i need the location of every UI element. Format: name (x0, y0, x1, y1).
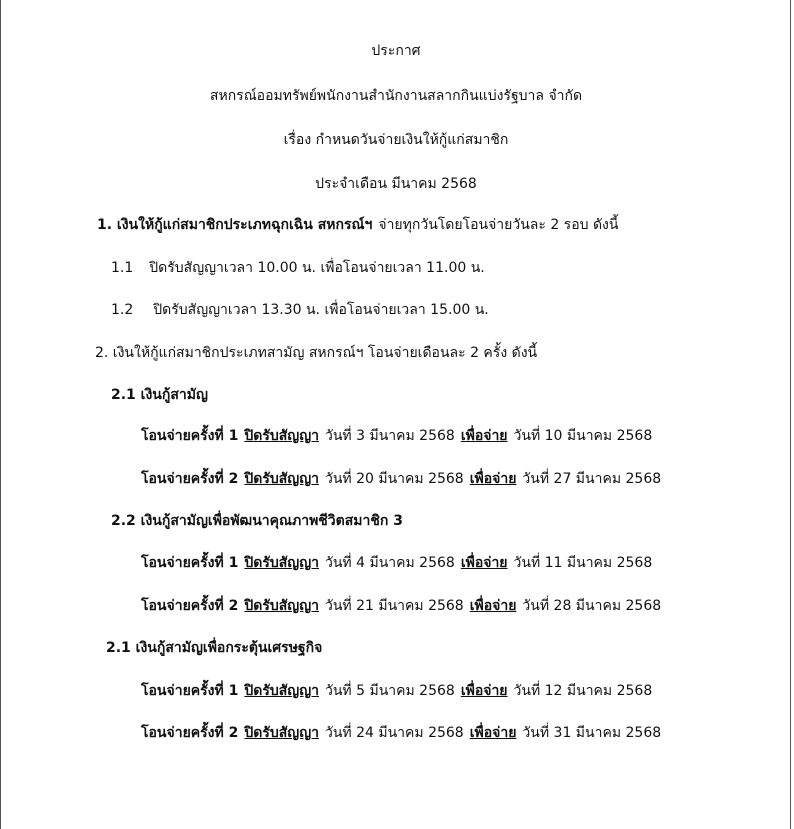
pay-date: วันที่ 11 มีนาคม 2568 (513, 555, 653, 571)
close-label: ปิดรับสัญญา (244, 683, 319, 699)
subsection-title: 2.1 เงินกู้สามัญ (111, 387, 208, 403)
schedule-row (141, 681, 652, 701)
pay-date: วันที่ 27 มีนาคม 2568 (522, 471, 662, 487)
round-text: ปิดรับสัญญาเวลา 10.00 น. เพื่อโอนจ่ายเวลา 11.00 น. (149, 260, 485, 276)
section1-round-1 (111, 258, 485, 278)
announcement-heading: ประกาศ (371, 43, 421, 59)
pay-label: เพื่อจ่าย (469, 471, 517, 487)
close-date: วันที่ 24 มีนาคม 2568 (325, 725, 464, 741)
round-text: ปิดรับสัญญาเวลา 13.30 น. เพื่อโอนจ่ายเวลา 15.00 น. (153, 302, 489, 318)
close-label: ปิดรับสัญญา (244, 725, 319, 741)
subsection-title: 2.1 เงินกู้สามัญเพื่อกระตุ้นเศรษฐกิจ (106, 640, 323, 656)
pay-date: วันที่ 10 มีนาคม 2568 (513, 428, 653, 444)
round-number: 1.1 (111, 260, 134, 276)
section1-round-2 (111, 300, 489, 320)
close-label: ปิดรับสัญญา (244, 598, 319, 614)
pay-date: วันที่ 12 มีนาคม 2568 (513, 683, 653, 699)
close-date: วันที่ 21 มีนาคม 2568 (325, 598, 464, 614)
pay-date: วันที่ 31 มีนาคม 2568 (522, 725, 662, 741)
schedule-row (141, 553, 652, 573)
round-label: โอนจ่ายครั้งที่ 2 (141, 598, 239, 614)
close-date: วันที่ 4 มีนาคม 2568 (325, 555, 455, 571)
organization-name: สหกรณ์ออมทรัพย์พนักงานสำนักงานสลากกินแบ่งรัฐบาล จำกัด (209, 88, 583, 104)
section1-description: จ่ายทุกวันโดยโอนจ่ายวันละ 2 รอบ ดังนี้ (378, 217, 619, 233)
period-line: ประจำเดือน มีนาคม 2568 (315, 176, 477, 192)
round-label: โอนจ่ายครั้งที่ 2 (141, 725, 239, 741)
subject-line: เรื่อง กำหนดวันจ่ายเงินให้กู้แก่สมาชิก (283, 132, 509, 148)
close-label: ปิดรับสัญญา (244, 428, 319, 444)
section2-heading: 2. เงินให้กู้แก่สมาชิกประเภทสามัญ สหกรณ์ฯ โอนจ่ายเดือนละ 2 ครั้ง ดังนี้ (95, 345, 538, 361)
section1-title: 1. เงินให้กู้แก่สมาชิกประเภทฉุกเฉิน สหกรณ์ฯ (97, 217, 373, 233)
pay-label: เพื่อจ่าย (460, 555, 508, 571)
pay-date: วันที่ 28 มีนาคม 2568 (522, 598, 662, 614)
close-date: วันที่ 5 มีนาคม 2568 (325, 683, 455, 699)
pay-label: เพื่อจ่าย (460, 683, 508, 699)
close-date: วันที่ 3 มีนาคม 2568 (325, 428, 455, 444)
round-number: 1.2 (111, 302, 134, 318)
section1-heading (97, 215, 618, 235)
schedule-row (141, 469, 661, 489)
schedule-row (141, 426, 652, 446)
pay-label: เพื่อจ่าย (469, 598, 517, 614)
subsection-title: 2.2 เงินกู้สามัญเพื่อพัฒนาคุณภาพชีวิตสมาชิก 3 (111, 513, 403, 529)
round-label: โอนจ่ายครั้งที่ 1 (141, 428, 239, 444)
schedule-row (141, 723, 661, 743)
round-label: โอนจ่ายครั้งที่ 2 (141, 471, 239, 487)
close-label: ปิดรับสัญญา (244, 471, 319, 487)
round-label: โอนจ่ายครั้งที่ 1 (141, 683, 239, 699)
round-label: โอนจ่ายครั้งที่ 1 (141, 555, 239, 571)
close-date: วันที่ 20 มีนาคม 2568 (325, 471, 464, 487)
close-label: ปิดรับสัญญา (244, 555, 319, 571)
schedule-row (141, 596, 661, 616)
pay-label: เพื่อจ่าย (460, 428, 508, 444)
pay-label: เพื่อจ่าย (469, 725, 517, 741)
